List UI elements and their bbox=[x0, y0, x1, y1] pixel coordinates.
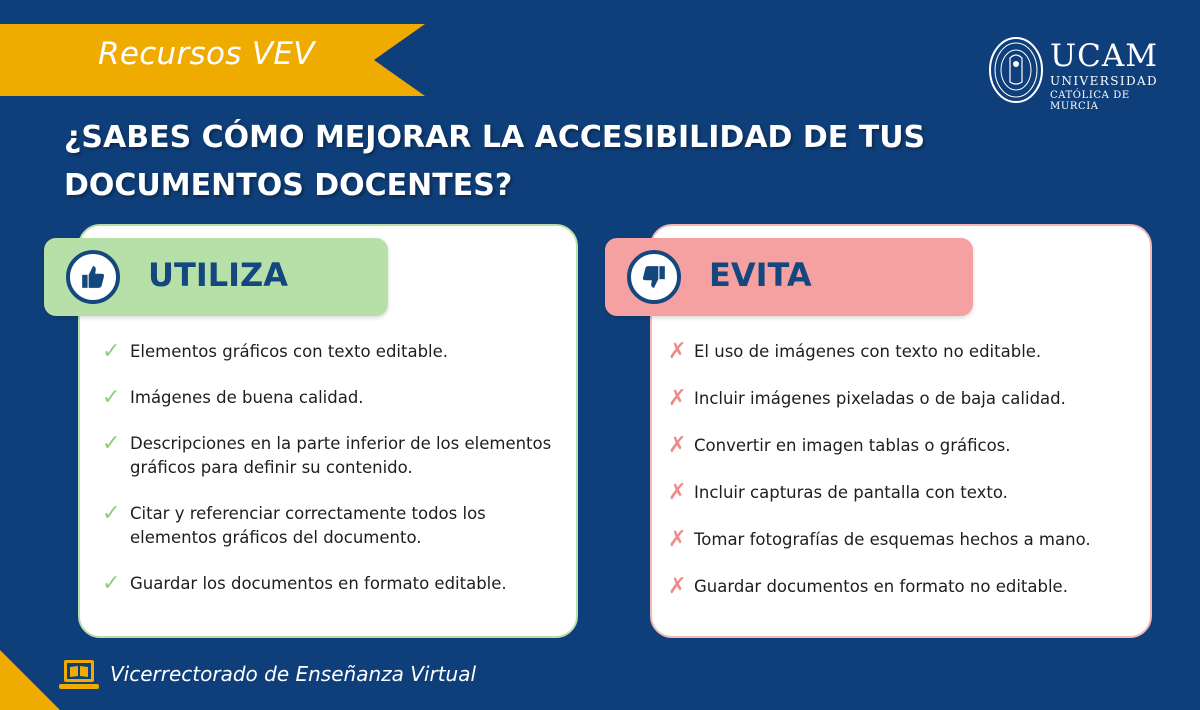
avoid-list bbox=[666, 340, 1146, 622]
check-icon: ✓ bbox=[102, 431, 121, 456]
list-item: ✗ Tomar fotografías de esquemas hechos a mano. bbox=[668, 527, 1091, 552]
list-item: ✗ Incluir capturas de pantalla con texto. bbox=[668, 480, 1008, 505]
page-title: ¿SABES CÓMO MEJORAR LA ACCESIBILIDAD DE TUS DOCUMENTOS DOCENTES? bbox=[64, 120, 926, 203]
thumbs-up-icon bbox=[66, 250, 120, 304]
avoid-header bbox=[605, 238, 973, 316]
cross-icon: ✗ bbox=[668, 433, 687, 458]
cross-icon: ✗ bbox=[668, 527, 687, 552]
check-icon: ✓ bbox=[102, 385, 121, 410]
logo-subtitle-1: UNIVERSIDAD bbox=[1050, 74, 1159, 88]
cross-icon: ✗ bbox=[668, 574, 687, 599]
thumbs-down-icon bbox=[627, 250, 681, 304]
ucam-logo bbox=[988, 36, 1159, 112]
list-item: ✗ Convertir en imagen tablas o gráficos. bbox=[668, 433, 1011, 458]
list-item: ✗ Guardar documentos en formato no editable. bbox=[668, 574, 1068, 599]
check-icon: ✓ bbox=[102, 571, 121, 596]
footer-accent bbox=[0, 650, 60, 710]
use-list bbox=[102, 340, 572, 618]
list-item: ✓ Citar y referenciar correctamente todos los elementos gráficos del documento. bbox=[102, 501, 486, 547]
footer-label: Vicerrectorado de Enseñanza Virtual bbox=[110, 662, 477, 686]
check-icon: ✓ bbox=[102, 501, 121, 526]
use-title: UTILIZA bbox=[148, 256, 288, 294]
cross-icon: ✗ bbox=[668, 386, 687, 411]
list-item: ✓ Elementos gráficos con texto editable. bbox=[102, 339, 449, 364]
list-item: ✗ Incluir imágenes pixeladas o de baja calidad. bbox=[668, 386, 1066, 411]
laptop-book-icon bbox=[58, 658, 100, 692]
logo-name: UCAM bbox=[1050, 38, 1158, 74]
use-header bbox=[44, 238, 388, 316]
university-seal-icon bbox=[988, 36, 1044, 104]
list-item: ✓ Descripciones en la parte inferior de los elementos gráficos para definir su contenido. bbox=[102, 431, 552, 477]
cross-icon: ✗ bbox=[668, 480, 687, 505]
banner-label: Recursos VEV bbox=[98, 36, 315, 72]
cross-icon: ✗ bbox=[668, 339, 687, 364]
avoid-title: EVITA bbox=[709, 256, 812, 294]
list-item: ✓ Imágenes de buena calidad. bbox=[102, 385, 364, 410]
check-icon: ✓ bbox=[102, 339, 121, 364]
logo-subtitle-2: CATÓLICA DE MURCIA bbox=[1050, 90, 1130, 112]
list-item: ✓ Guardar los documentos en formato editable. bbox=[102, 571, 507, 596]
list-item: ✗ El uso de imágenes con texto no editable. bbox=[668, 339, 1042, 364]
